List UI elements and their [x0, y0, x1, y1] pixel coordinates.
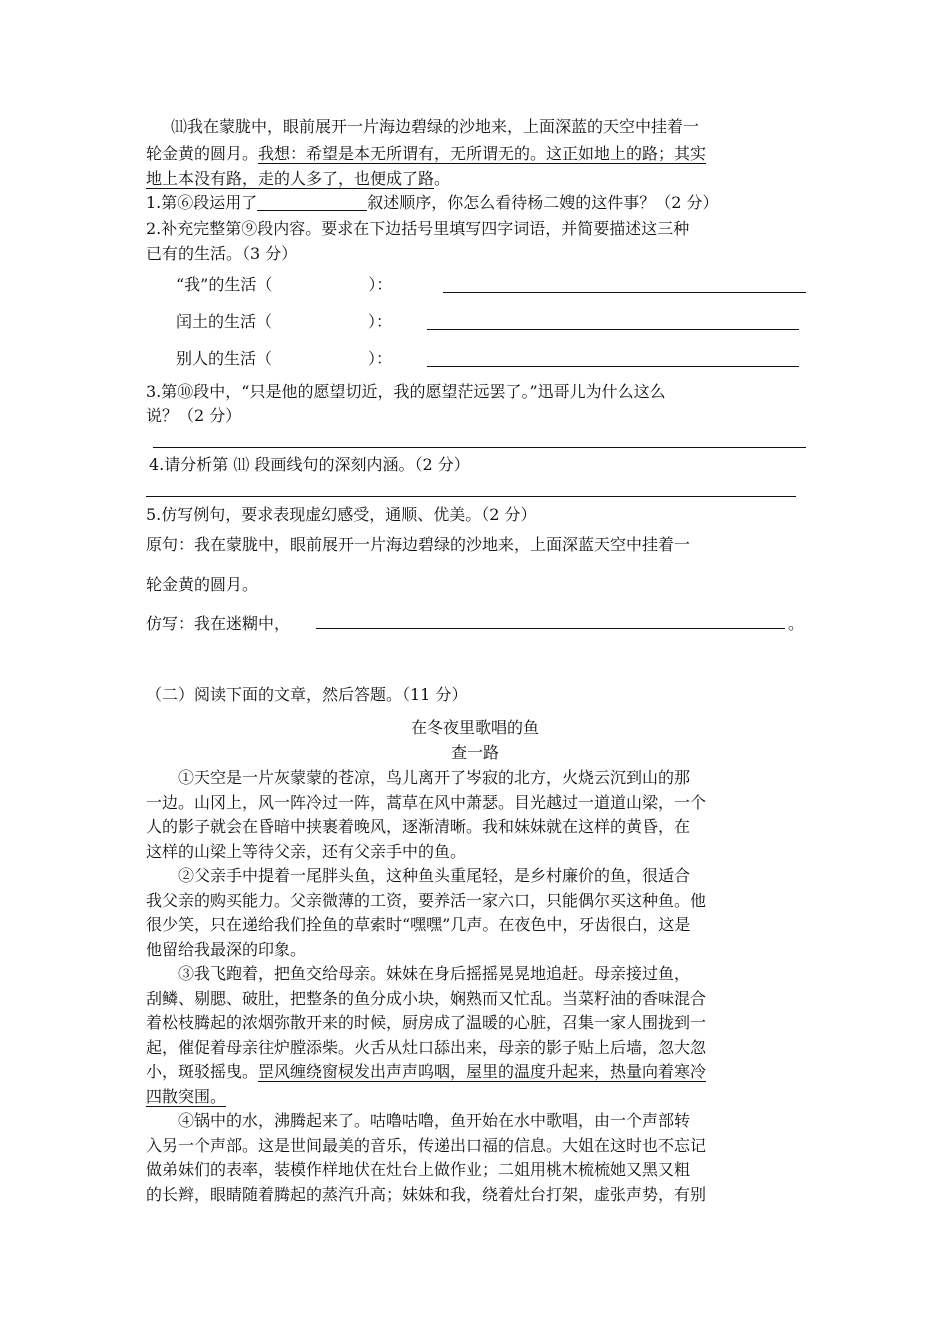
article-author: 查一路	[450, 743, 499, 762]
question-1: 1.第⑥段运用了 叙述顺序，你怎么看待杨二嫂的这件事？（2 分）	[146, 193, 719, 212]
para-2-line-3: 很少笑，只在递给我们拴鱼的草索时“嘿嘿”几声。在夜色中，牙齿很白，这是	[146, 915, 691, 934]
original-sentence-line-1: 原句：我在蒙胧中，眼前展开一片海边碧绿的沙地来，上面深蓝天空中挂着一	[146, 535, 691, 554]
article-title: 在冬夜里歌唱的鱼	[410, 718, 539, 737]
para-2-line-4: 他留给我最深的印象。	[146, 940, 307, 959]
para-11-line-3: 地上本没有路，走的人多了，也便成了路。	[146, 169, 451, 188]
answer-blank[interactable]	[257, 194, 367, 211]
underlined-sentence-2: 罡风缠绕窗棂发出声声呜咽，屋里的温度升起来，热量向着寒冷	[258, 1062, 707, 1081]
para-3-line-1: ③我飞跑着，把鱼交给母亲。妹妹在身后摇摇晃晃地追赶。母亲接过鱼，	[178, 964, 691, 983]
underlined-sentence-end: 地上本没有路，走的人多了，也便成了路	[146, 169, 435, 188]
para-3-line-4: 起，催促着母亲往炉膛添柴。火舌从灶口舔出来，母亲的影子贴上后墙，忽大忽	[146, 1038, 707, 1057]
question-4: 4.请分析第 ⑾ 段画线句的深刻内涵。（2 分）	[149, 455, 470, 474]
underlined-sentence-2-end: 四散突围。	[146, 1087, 227, 1106]
para-3-line-6	[146, 1085, 226, 1109]
life-row-me: “我”的生活（ ）：	[176, 275, 393, 294]
original-sentence-line-2: 轮金黄的圆月。	[146, 575, 259, 594]
para-1-line-2: 一边。山冈上，风一阵冷过一阵，蒿草在风中萧瑟。目光越过一道道山梁，一个	[146, 793, 707, 812]
para-3-line-3: 着松枝腾起的浓烟弥散开来的时候，厨房成了温暖的心脏，召集一家人围拢到一	[146, 1013, 707, 1032]
question-2-line-1: 2.补充完整第⑨段内容。要求在下边括号里填写四字词语，并简要描述这三种	[146, 219, 690, 238]
question-5: 5.仿写例句，要求表现虚幻感受，通顺、优美。（2 分）	[146, 505, 537, 524]
para-4-line-1: ④锅中的水，沸腾起来了。咕噜咕噜，鱼开始在水中歌唱，由一个声部转	[178, 1111, 691, 1130]
para-11-line-2	[146, 142, 706, 166]
life-row-runtu: 闰土的生活（ ）：	[176, 312, 393, 331]
answer-line-me[interactable]	[443, 292, 806, 293]
life-row-others: 别人的生活（ ）：	[176, 349, 393, 368]
underlined-sentence: 我想：希望是本无所谓有，无所谓无的。这正如地上的路；其实	[258, 144, 707, 163]
para-1-line-3: 人的影子就会在昏暗中挟裹着晚风，逐渐清晰。我和妹妹就在这样的黄昏，在	[146, 817, 691, 836]
para-1-line-4: 这样的山梁上等待父亲，还有父亲手中的鱼。	[146, 842, 467, 861]
question-3-line-1: 3.第⑩段中，“只是他的愿望切近，我的愿望茫远罢了。”迅哥儿为什么这么	[146, 382, 666, 401]
para-11-line-1: ⑾我在蒙胧中，眼前展开一片海边碧绿的沙地来，上面深蓝的天空中挂着一	[171, 117, 700, 136]
answer-line-runtu[interactable]	[427, 329, 799, 330]
para-11-text: 轮金黄的圆月。	[146, 144, 259, 163]
question-3-line-2: 说？（2 分）	[146, 406, 242, 425]
para-2-line-2: 我父亲的购买能力。父亲微薄的工资，要养活一家六口，只能偶尔买这种鱼。他	[146, 891, 707, 910]
para-4-line-2: 入另一个声部。这是世间最美的音乐，传递出口福的信息。大姐在这时也不忘记	[146, 1136, 707, 1155]
answer-line-others[interactable]	[427, 366, 799, 367]
answer-line-q4[interactable]	[146, 496, 796, 497]
imitation-prompt: 仿写：我在迷糊中，	[146, 614, 291, 633]
para-3-line-5: 小，斑驳摇曳。罡风缠绕窗棂发出声声呜咽，屋里的温度升起来，热量向着寒冷	[146, 1062, 707, 1081]
para-3-line-2: 刮鳞、剔腮、破肚，把整条的鱼分成小块，娴熟而又忙乱。当菜籽油的香味混合	[146, 989, 707, 1008]
answer-line-q5[interactable]	[316, 628, 785, 629]
para-2-line-1: ②父亲手中提着一尾胖头鱼，这种鱼头重尾轻，是乡村廉价的鱼，很适合	[178, 866, 691, 885]
section-heading: （二）阅读下面的文章，然后答题。（11 分）	[146, 685, 468, 704]
para-1-line-1: ①天空是一片灰蒙蒙的苍凉，鸟儿离开了岑寂的北方，火烧云沉到山的那	[178, 768, 691, 787]
para-4-line-3: 做弟妹们的表率，装模作样地伏在灶台上做作业；二姐用桃木梳梳她又黑又粗	[146, 1160, 691, 1179]
para-4-line-4: 的长辫，眼睛随着腾起的蒸汽升高；妹妹和我，绕着灶台打架，虚张声势，有别	[146, 1185, 707, 1204]
imitation-end: 。	[788, 614, 805, 633]
answer-line-q3[interactable]	[153, 447, 806, 448]
question-2-line-2: 已有的生活。（3 分）	[146, 244, 298, 263]
